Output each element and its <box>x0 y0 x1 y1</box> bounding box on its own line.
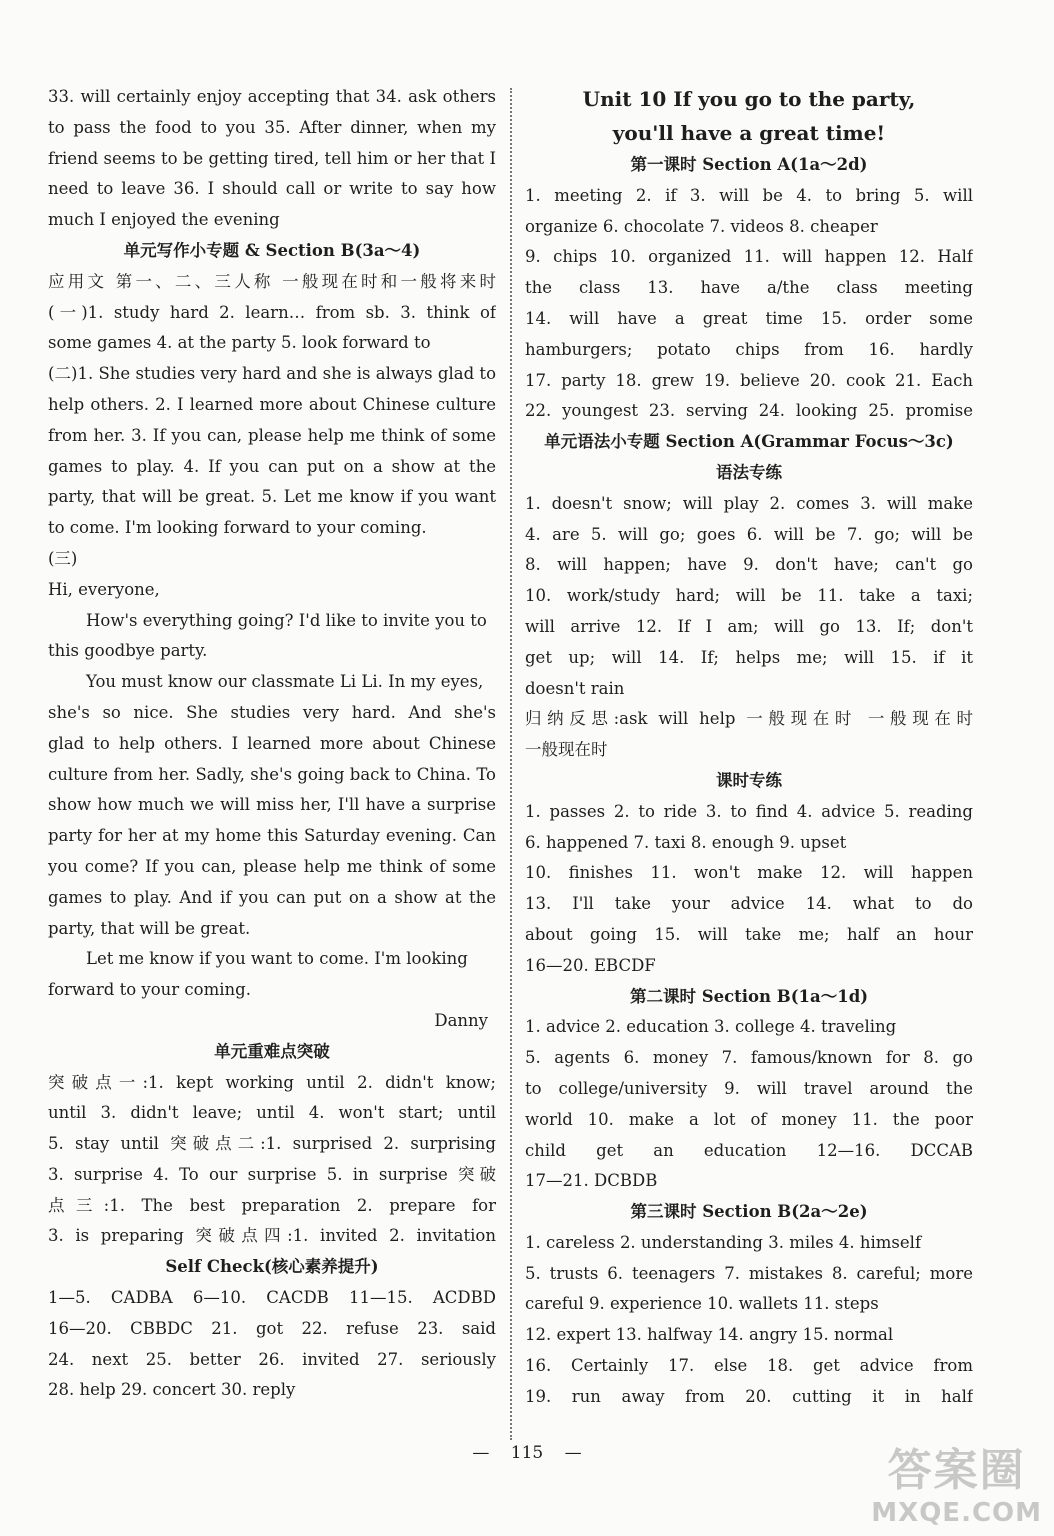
answer-line: to college/university 9. will travel around the <box>525 1078 973 1098</box>
answer-line: 一般现在时 <box>525 740 608 760</box>
section-heading: 第一课时 Section A(1a～2d) <box>630 155 868 174</box>
section-heading: 语法专练 <box>716 462 782 482</box>
answer-line: much I enjoyed the evening <box>48 210 280 230</box>
section-heading: 单元语法小专题 Section A(Grammar Focus～3c) <box>544 432 954 452</box>
answer-line: Hi, everyone, <box>48 579 160 599</box>
section-heading: 第二课时 Section B(1a～1d) <box>629 986 869 1006</box>
answer-line: 10. work/study hard; will be 11. take a taxi; <box>525 586 973 606</box>
answer-line: 9. chips 10. organized 11. will happen 12. Half <box>525 247 973 267</box>
unit-title-line2: you'll have a great time! <box>612 121 886 145</box>
answer-line: 17. party 18. grew 19. believe 20. cook 21. Each <box>525 370 973 390</box>
answer-line: 13. I'll take your advice 14. what to do <box>525 894 973 914</box>
watermark-top: 答案圈 <box>887 1445 1026 1496</box>
answer-line: 突破点一:1. kept working until 2. didn't know; <box>48 1072 496 1092</box>
answer-line: (一)1. study hard 2. learn… from sb. 3. think of <box>48 302 496 322</box>
answer-line: 3. surprise 4. To our surprise 5. in surprise 突破 <box>48 1164 496 1184</box>
answer-line: 3. is preparing 突破点四:1. invited 2. invitation <box>48 1226 496 1246</box>
answer-line: from her. 3. If you can, please help me think of some <box>48 425 496 445</box>
answer-line: 16—20. CBBDC 21. got 22. refuse 23. said <box>48 1318 496 1338</box>
answer-line: party, that will be great. 5. Let me know if you want <box>48 487 496 507</box>
answer-line: 4. are 5. will go; goes 6. will be 7. go; will be <box>525 524 973 544</box>
answer-line: 16—20. EBCDF <box>525 955 656 975</box>
answer-line: show how much we will miss her, I'll have a surprise <box>48 795 496 815</box>
answer-line: 1—5. CADBA 6—10. CACDB 11—15. ACDBD <box>48 1288 496 1308</box>
answer-line: games to play. And if you can put on a show at the <box>48 887 496 907</box>
right-answers <box>525 150 973 1413</box>
answer-line: 5. stay until 突破点二:1. surprised 2. surprising <box>48 1134 496 1154</box>
answer-line: 1. passes 2. to ride 3. to find 4. advice 5. reading <box>525 801 973 821</box>
answer-line: 22. youngest 23. serving 24. looking 25. promise <box>525 401 973 421</box>
answer-line: How's everything going? I'd like to invite you to <box>86 610 487 630</box>
answer-line: will arrive 12. If I am; will go 13. If; don't <box>525 616 973 636</box>
answer-line: 33. will certainly enjoy accepting that 34. ask others <box>48 87 496 106</box>
answer-line: 应用文 第一、二、三人称 一般现在时和一般将来时 <box>48 271 496 291</box>
answer-line: 16. Certainly 17. else 18. get advice from <box>525 1356 973 1376</box>
answer-line: 19. run away from 20. cutting it in half <box>525 1386 973 1406</box>
answer-line: 归纳反思:ask will help 一般现在时 一般现在时 <box>525 709 973 729</box>
watermark-bottom: MXQE.COM <box>871 1498 1042 1528</box>
answer-line: get up; will 14. If; helps me; will 15. if it <box>525 647 973 667</box>
answer-line: 6. happened 7. taxi 8. enough 9. upset <box>525 832 847 852</box>
left-column <box>48 82 496 1406</box>
answer-line: 5. agents 6. money 7. famous/known for 8. go <box>525 1048 973 1068</box>
answer-line: (二)1. She studies very hard and she is always glad to <box>48 364 496 384</box>
answer-line: Let me know if you want to come. I'm looking <box>86 949 468 969</box>
answer-line: friend seems to be getting tired, tell him or her that I <box>48 148 496 168</box>
answer-line: the class 13. have a/the class meeting <box>525 278 973 298</box>
answer-line: 14. will have a great time 15. order some <box>525 308 973 328</box>
footer-dash-left: — <box>472 1443 490 1463</box>
answer-line: 8. will happen; have 9. don't have; can't go <box>525 555 973 575</box>
answer-line: 24. next 25. better 26. invited 27. seriously <box>48 1349 496 1369</box>
answer-line: some games 4. at the party 5. look forward to <box>48 333 431 353</box>
answer-line: child get an education 12—16. DCCAB <box>525 1140 973 1160</box>
right-column <box>525 82 973 1413</box>
page-number: 115 <box>510 1443 544 1463</box>
answer-line: to pass the food to you 35. After dinner, when my <box>48 117 496 137</box>
answer-line: hamburgers; potato chips from 16. hardly <box>525 339 973 359</box>
answer-line: this goodbye party. <box>48 641 208 661</box>
section-heading: 第三课时 Section B(2a～2e) <box>630 1202 868 1222</box>
answer-line: 17—21. DCBDB <box>525 1171 658 1191</box>
answer-line: you come? If you can, please help me think of some <box>48 856 496 876</box>
answer-line: careful 9. experience 10. wallets 11. steps <box>525 1294 879 1314</box>
answer-line: party, that will be great. <box>48 918 251 938</box>
column-divider <box>510 88 512 1440</box>
answer-line: 28. help 29. concert 30. reply <box>48 1380 296 1400</box>
answer-line: 12. expert 13. halfway 14. angry 15. normal <box>525 1325 894 1345</box>
section-heading: 单元写作小专题 & Section B(3a～4) <box>123 240 421 260</box>
unit-title <box>525 82 973 150</box>
answer-line: culture from her. Sadly, she's going back to China. To <box>48 764 496 784</box>
answer-line: party for her at my home this Saturday evening. Can <box>48 826 496 846</box>
unit-title-line1: Unit 10 If you go to the party, <box>582 87 916 111</box>
answer-line: You must know our classmate Li Li. In my eyes, <box>86 672 484 692</box>
answer-line: 5. trusts 6. teenagers 7. mistakes 8. careful; more <box>525 1263 973 1283</box>
answer-line: Danny <box>434 1010 488 1030</box>
section-heading: 单元重难点突破 <box>214 1041 330 1061</box>
answer-line: games to play. 4. If you can put on a show at the <box>48 456 496 476</box>
answer-line: need to leave 36. I should call or write to say how <box>48 179 496 199</box>
answer-line: world 10. make a lot of money 11. the poor <box>525 1109 973 1129</box>
answer-line: help others. 2. I learned more about Chinese culture <box>48 394 496 414</box>
answer-line: glad to help others. I learned more about Chinese <box>48 733 496 753</box>
section-heading: 课时专练 <box>716 770 782 790</box>
answer-line: forward to your coming. <box>48 980 251 1000</box>
answer-line: to come. I'm looking forward to your coming. <box>48 518 427 538</box>
answer-line: (三) <box>48 548 78 568</box>
footer-dash-right: — <box>564 1443 582 1463</box>
answer-line: 点三:1. The best preparation 2. prepare for <box>48 1195 496 1215</box>
watermark-logo <box>871 1434 1042 1528</box>
answer-line: 1. meeting 2. if 3. will be 4. to bring 5. will <box>525 185 973 205</box>
answer-line: until 3. didn't leave; until 4. won't start; until <box>48 1103 496 1123</box>
answer-line: doesn't rain <box>525 678 625 698</box>
answer-line: organize 6. chocolate 7. videos 8. cheaper <box>525 216 878 236</box>
section-heading: Self Check(核心素养提升) <box>165 1257 379 1277</box>
answer-line: 1. doesn't snow; will play 2. comes 3. will make <box>525 493 973 513</box>
answer-line: 10. finishes 11. won't make 12. will happen <box>525 863 973 883</box>
answer-line: she's so nice. She studies very hard. And she's <box>48 702 496 722</box>
answer-line: about going 15. will take me; half an hour <box>525 924 973 944</box>
answer-line: 1. advice 2. education 3. college 4. traveling <box>525 1017 897 1037</box>
answer-line: 1. careless 2. understanding 3. miles 4. himself <box>525 1232 922 1252</box>
